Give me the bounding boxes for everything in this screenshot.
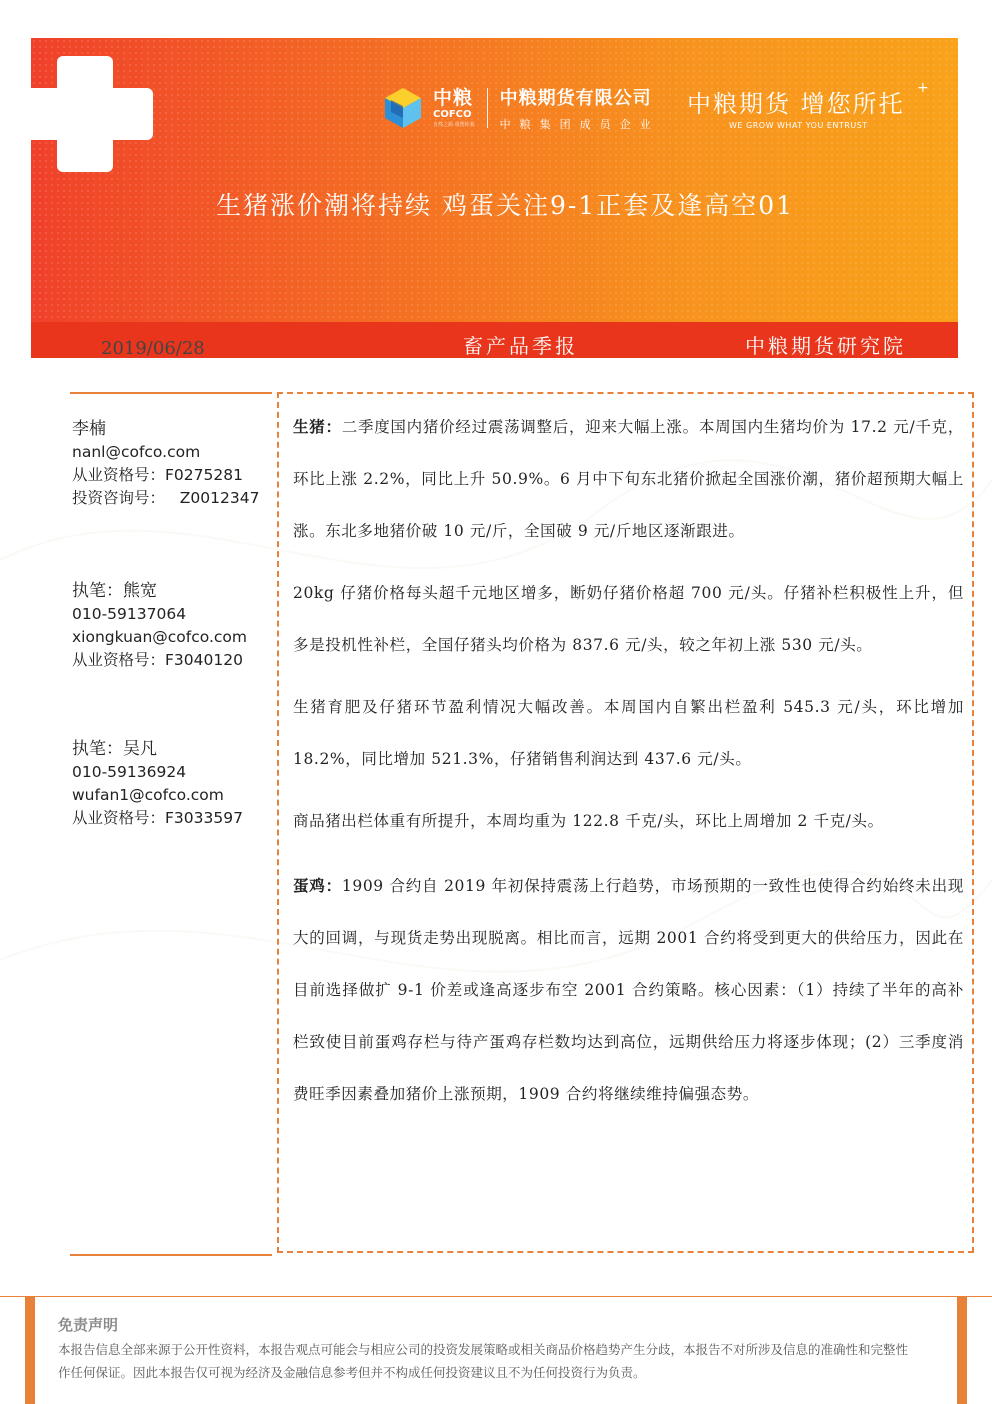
header-banner	[31, 38, 958, 358]
author-name: 执笔：吴凡	[72, 739, 157, 759]
summary-box	[277, 392, 974, 1253]
disclaimer-text: 本报告信息全部来源于公开性资料，本报告观点可能会与相应公司的投资发展策略或相关商品价格趋势产生分歧，本报告不对所涉及信息的准确性和完整性作任何保证。因此本报告仅可视为经济及金融信息参考但并不构成任何投资建议且不为任何投资行为负责。	[58, 1342, 909, 1380]
logo-en-text: COFCO	[433, 108, 472, 120]
paragraph-eggs	[293, 860, 964, 1120]
author-email: nanl@cofco.com	[72, 443, 201, 461]
author-block	[72, 738, 243, 830]
hog-text: 二季度国内猪价经过震荡调整后，迎来大幅上涨。本周国内生猪均价为 17.2 元/千克，环比上涨 2.2%，同比上升 50.9%。6 月中下旬东北猪价掀起全国涨价潮，猪价超预期大幅上涨。东北多地猪价破 10 元/斤，全国破 9 元/斤地区逐渐跟进。	[293, 418, 964, 540]
author-license: 从业资格号：F3040120	[72, 651, 243, 669]
author-block	[72, 418, 259, 510]
logo-tagline: 自然之源 重塑你我	[433, 121, 475, 128]
paragraph-hog-prices	[293, 401, 964, 557]
paragraph-piglet-prices: 20kg 仔猪价格每头超千元地区增多，断奶仔猪价格超 700 元/头。仔猪补栏积极性上升，但多是投机性补栏，全国仔猪头均价格为 837.6 元/头，较之年初上涨 530 元/头。	[293, 584, 964, 654]
author-block	[72, 580, 247, 672]
report-category: 畜产品季报	[463, 334, 578, 358]
report-date: 2019/06/28	[101, 338, 205, 358]
author-license: 从业资格号：F3033597	[72, 809, 243, 827]
author-name: 执笔：熊宽	[72, 581, 157, 601]
author-license: 从业资格号：F0275281	[72, 466, 243, 484]
company-name: 中粮期货有限公司	[499, 88, 652, 109]
egg-text: 1909 合约自 2019 年初保持震荡上行趋势，市场预期的一致性也使得合约始终未出现大的回调，与现货走势出现脱离。相比而言，远期 2001 合约将受到更大的供给压力，因此在目前选择做扩 9-1 价差或逢高逐步布空 2001 合约策略。核心因素：（1）持续了半年的高补栏致使目前蛋鸡存栏与待产蛋鸡存栏数均达到高位，远期供给压力将逐步体现；(2）三季度消费旺季因素叠加猪价上涨预期，1909 合约将继续维持偏强态势。	[293, 877, 964, 1103]
disclaimer-title: 免责声明	[58, 1316, 119, 1334]
logo-cn-text: 中粮	[433, 86, 474, 109]
author-phone: 010-59136924	[72, 763, 187, 781]
slogan-cn: 中粮期货 增您所托	[687, 90, 905, 118]
report-title: 生猪涨价潮将持续 鸡蛋关注9-1正套及逢高空01	[216, 191, 795, 220]
author-email: xiongkuan@cofco.com	[72, 628, 247, 646]
author-name: 李楠	[72, 419, 106, 439]
company-subtitle: 中粮集团成员企业	[499, 118, 660, 131]
author-email: wufan1@cofco.com	[72, 786, 224, 804]
slogan	[687, 80, 929, 130]
cofco-cube-icon	[381, 86, 425, 130]
plus-decoration-icon	[57, 56, 113, 172]
author-column	[70, 392, 272, 1256]
logo-divider	[487, 88, 488, 128]
slogan-plus-icon: +	[917, 80, 929, 96]
cofco-logo	[381, 78, 660, 138]
author-consult-id: 投资咨询号： Z0012347	[72, 489, 260, 507]
paragraph-profit: 生猪育肥及仔猪环节盈利情况大幅改善。本周国内自繁出栏盈利 545.3 元/头，环比增加 18.2%，同比增加 521.3%，仔猪销售利润达到 437.6 元/头。	[293, 698, 964, 768]
slogan-en: WE GROW WHAT YOU ENTRUST	[729, 121, 868, 130]
hog-label: 生猪：	[293, 417, 342, 436]
egg-label: 蛋鸡：	[293, 876, 342, 895]
research-institute: 中粮期货研究院	[745, 334, 906, 358]
author-phone: 010-59137064	[72, 605, 187, 623]
paragraph-weight: 商品猪出栏体重有所提升，本周均重为 122.8 千克/头，环比上周增加 2 千克/头。	[293, 812, 884, 830]
